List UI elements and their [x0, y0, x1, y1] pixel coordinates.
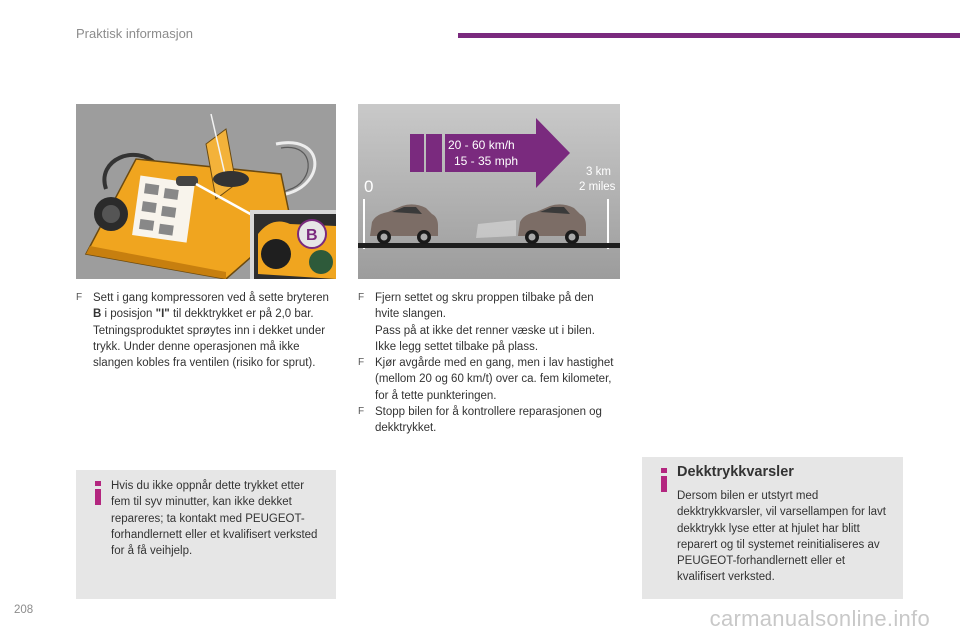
section-title: Praktisk informasjon	[76, 26, 194, 41]
instruction-text: Fjern settet og skru proppen tilbake på den hvite slangen. Pass på at ikke det renner væske ut i bilen. Ikke legg settet tilbake på plass.	[375, 292, 595, 353]
instruction-text: Stopp bilen for å kontrollere reparasjonen og dekktrykket.	[375, 406, 602, 435]
distance-km-label: 3 km	[586, 166, 611, 178]
instruction-item	[358, 404, 620, 437]
compressor-instructions	[76, 290, 334, 371]
info-box-pressure-warning	[76, 470, 336, 599]
instruction-text: Kjør avgårde med en gang, men i lav hastighet (mellom 20 og 60 km/t) over ca. fem kilometer, for å tette punkteringen.	[375, 357, 614, 402]
info-text: Dersom bilen er utstyrt med dekktrykkvarsler, vil varsellampen for lavt dekktrykk lyse etter at hjulet har blitt reparert og til systemet reinitialiseres av PEUGEOT-forhandlernett eller et kvalifisert verksted.	[677, 490, 886, 584]
start-distance-label: 0	[364, 177, 374, 196]
info-icon	[652, 467, 676, 493]
info-icon	[86, 480, 110, 506]
instruction-item	[358, 355, 620, 404]
bullet-marker: F	[358, 357, 365, 369]
bullet-marker: F	[76, 292, 83, 303]
bullet-marker: F	[358, 406, 365, 418]
info-title: Dekktrykkvarsler	[677, 464, 794, 480]
speed-kmh-label: 20 - 60 km/h	[448, 138, 515, 152]
watermark: carmanualsonline.info	[709, 606, 930, 631]
page-number: 208	[14, 604, 34, 616]
info-text: Hvis du ikke oppnår dette trykket etter fem til syv minutter, kan ikke dekket repareres; ta kontakt med PEUGEOT-forhandlernett eller et kvalifisert verksted for å få veihjelp.	[111, 480, 318, 558]
bullet-marker: F	[358, 292, 365, 303]
instruction-item	[358, 290, 620, 355]
info-box-tyre-pressure-warning	[642, 457, 903, 599]
section-color-bar	[458, 33, 960, 38]
instruction-item	[76, 290, 334, 371]
drive-speed-diagram	[358, 104, 620, 279]
distance-miles-label: 2 miles	[579, 181, 616, 193]
compressor-kit-illustration	[76, 104, 336, 279]
instruction-text: Sett i gang kompressoren ved å sette bryteren B i posisjon "I" til dekktrykket er på 2,0 bar. Tetningsproduktet sprøytes inn i dekket under trykk. Under denne operasjonen må ikke slangen kobles fra ventilen (risiko for sprut).	[93, 292, 329, 370]
svg-text:B: B	[306, 227, 318, 244]
driving-instructions	[358, 290, 620, 437]
speed-mph-label: 15 - 35 mph	[454, 154, 519, 168]
